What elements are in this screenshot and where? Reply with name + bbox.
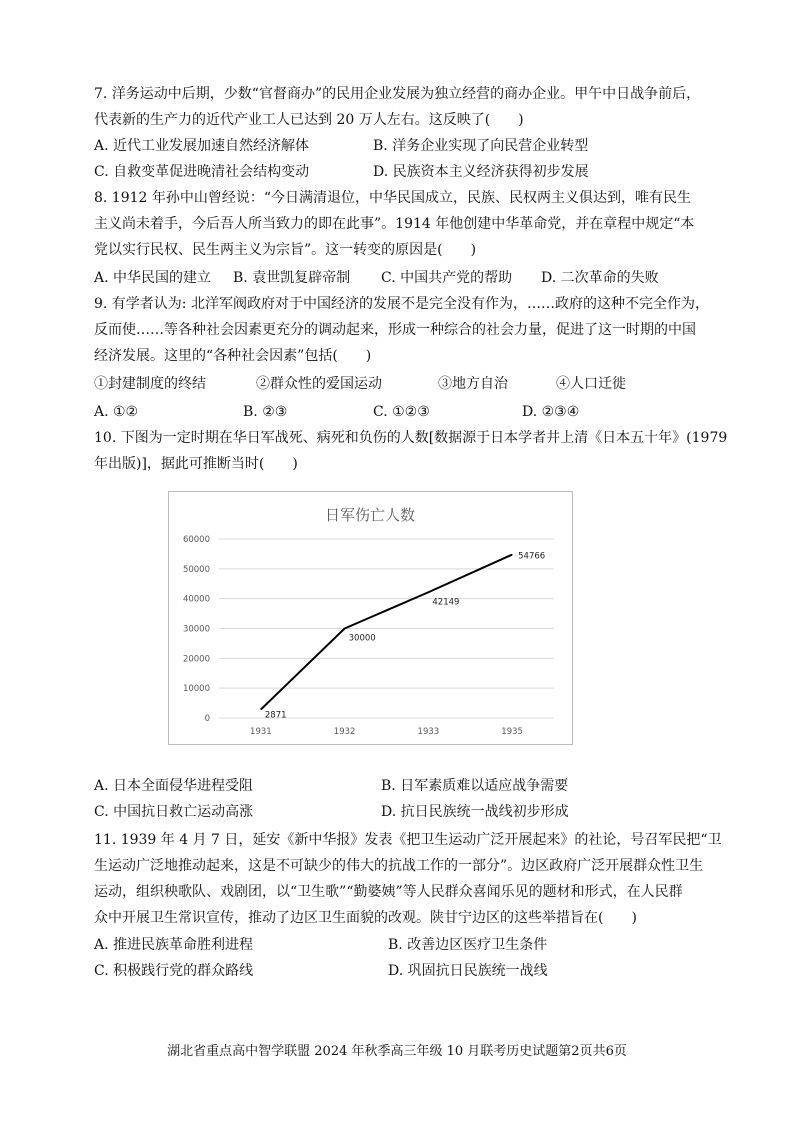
data-point-1 — [344, 628, 345, 629]
q10-option-c: C. 中国抗日救亡运动高涨 — [94, 804, 254, 820]
chart-series — [260, 554, 512, 710]
q9-item-1: ①封建制度的终结 — [94, 376, 206, 392]
q10-option-a: A. 日本全面侵华进程受阻 — [94, 778, 254, 794]
q11-stem-line-4: 众中开展卫生常识宣传，推动了边区卫生面貌的改观。陕甘宁边区的这些举措旨在( ) — [94, 910, 637, 926]
q11-stem-line-3: 运动，组织秧歌队、戏剧团，以“卫生歌”“勤婆姨”等人民群众喜闻乐见的题材和形式，在人民群 — [94, 884, 683, 900]
q9-option-c: C. ①②③ — [373, 404, 430, 420]
q8-option-d: D. 二次革命的失败 — [541, 270, 659, 286]
chart-y-axis — [183, 535, 210, 724]
q7-stem-line-2: 代表新的生产力的近代产业工人已达到 20 万人左右。这反映了( ) — [94, 112, 524, 128]
q9-option-d: D. ②③④ — [522, 404, 580, 420]
q7-option-a: A. 近代工业发展加速自然经济解体 — [94, 138, 310, 154]
data-point-2 — [428, 592, 429, 593]
q11-stem-line-2: 生运动广泛地推动起来，这是不可缺少的伟大的抗战工作的一部分”。边区政府广泛开展群众性卫生 — [94, 858, 704, 874]
q9-option-b: B. ②③ — [243, 404, 288, 420]
chart-x-axis — [250, 727, 523, 737]
chart-data-labels — [265, 552, 545, 721]
y-tick-label-4: 40000 — [182, 594, 210, 605]
y-tick-label-3: 30000 — [182, 624, 210, 635]
q10-stem-line-2: 年出版)]，据此可推断当时( ) — [94, 456, 298, 472]
q11-option-b: B. 改善边区医疗卫生条件 — [388, 937, 548, 953]
y-tick-label-2: 20000 — [182, 654, 210, 665]
y-tick-label-5: 50000 — [182, 564, 210, 575]
q10-option-b: B. 日军素质难以适应战争需要 — [381, 778, 569, 794]
q8-option-c: C. 中国共产党的帮助 — [381, 270, 513, 286]
q9-stem-line-3: 经济发展。这里的“各种社会因素”包括( ) — [94, 348, 372, 364]
data-label-1: 30000 — [348, 633, 376, 644]
q11-option-a: A. 推进民族革命胜利进程 — [94, 937, 254, 953]
q11-option-d: D. 巩固抗日民族统一战线 — [388, 963, 548, 979]
chart-gridlines — [219, 539, 554, 721]
x-tick-label-0: 1931 — [250, 727, 272, 737]
q8-option-b: B. 袁世凯复辟帝制 — [233, 270, 351, 286]
q8-stem-line-2: 主义尚未着手，今后吾人所当致力的即在此事”。1914 年他创建中华革命党，并在章程中规定“本 — [94, 216, 695, 232]
chart-canvas — [169, 492, 572, 744]
q8-option-a: A. 中华民国的建立 — [94, 270, 212, 286]
data-label-3: 54766 — [518, 551, 546, 562]
q9-stem-line-1: 9. 有学者认为: 北洋军阀政府对于中国经济的发展不是完全没有作为，……政府的这种不完全作为， — [94, 296, 709, 312]
q8-stem-line-3: 党以实行民权、民生两主义为宗旨”。这一转变的原因是( ) — [94, 242, 477, 258]
q9-item-3: ③地方自治 — [438, 376, 508, 392]
q9-item-4: ④人口迁徙 — [556, 376, 626, 392]
q9-item-2: ②群众性的爱国运动 — [256, 376, 382, 392]
data-label-2: 42149 — [432, 597, 460, 608]
q9-stem-line-2: 反而使……等各种社会因素更充分的调动起来，形成一种综合的社会力量，促进了这一时期的中国 — [94, 322, 696, 338]
y-tick-label-1: 10000 — [182, 684, 210, 695]
q9-option-a: A. ①② — [94, 404, 139, 420]
q7-option-b: B. 洋务企业实现了向民营企业转型 — [373, 138, 589, 154]
q10-stem-line-1: 10. 下图为一定时期在华日军战死、病死和负伤的人数[数据源于日本学者井上清《日本五十年》(1979 — [94, 430, 728, 446]
casualty-line-chart — [168, 491, 573, 745]
q11-option-c: C. 积极践行党的群众路线 — [94, 963, 254, 979]
q7-option-c: C. 自救变革促进晚清社会结构变动 — [94, 164, 310, 180]
x-tick-label-1: 1932 — [333, 727, 356, 737]
page-footer: 湖北省重点高中智学联盟 2024 年秋季高三年级 10 月联考历史试题第2页共6页 — [167, 1044, 627, 1059]
q10-option-d: D. 抗日民族统一战线初步形成 — [381, 804, 569, 820]
data-point-3 — [512, 554, 513, 555]
y-tick-label-6: 60000 — [182, 535, 210, 545]
chart-title: 日军伤亡人数 — [324, 506, 416, 524]
q7-stem-line-1: 7. 洋务运动中后期，少数“官督商办”的民用企业发展为独立经营的商办企业。甲午中日战争前后， — [94, 86, 701, 102]
x-tick-label-3: 1935 — [501, 727, 523, 737]
q7-option-d: D. 民族资本主义经济获得初步发展 — [373, 164, 589, 180]
data-label-0: 2871 — [264, 710, 287, 721]
q8-stem-line-1: 8. 1912 年孙中山曾经说：“今日满清退位，中华民国成立，民族、民权两主义俱达到，唯有民生 — [94, 190, 692, 206]
q11-stem-line-1: 11. 1939 年 4 月 7 日，延安《新中华报》发表《把卫生运动广泛开展起来》的社论，号召军民把“卫 — [94, 832, 722, 848]
series-line — [261, 555, 512, 710]
y-tick-label-0: 0 — [204, 714, 210, 724]
data-point-0 — [260, 709, 261, 710]
x-tick-label-2: 1933 — [417, 727, 440, 737]
